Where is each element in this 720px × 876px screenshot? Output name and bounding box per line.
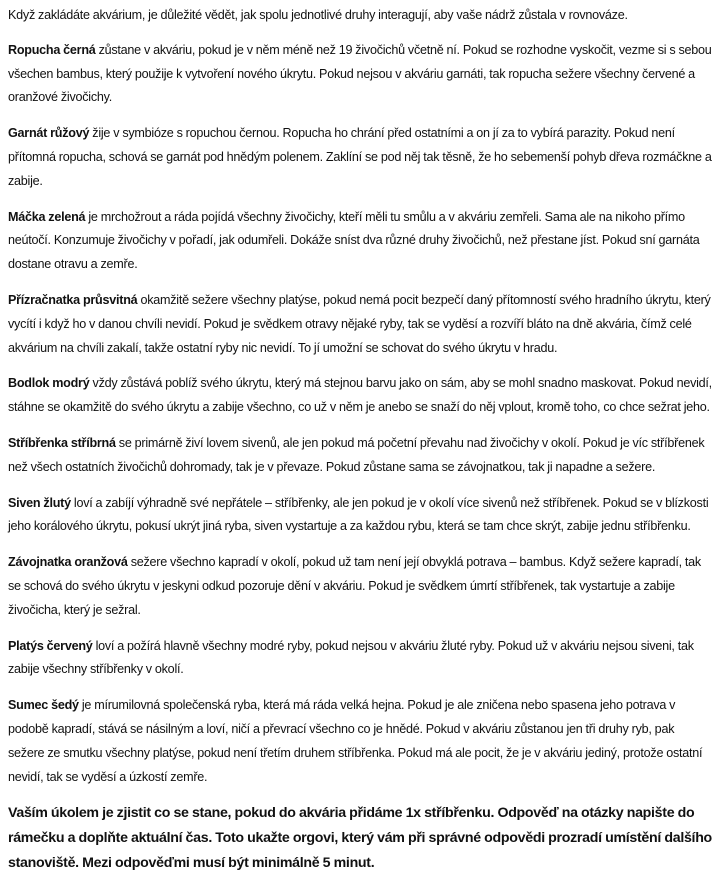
- species-paragraph-prizracnatka: [8, 289, 712, 360]
- species-name: Siven žlutý: [8, 495, 71, 510]
- intro-paragraph: Když zakládáte akvárium, je důležité vědět, jak spolu jednotlivé druhy interagují, aby vaše nádrž zůstala v rovnováze.: [8, 8, 628, 22]
- species-paragraph-macka: [8, 206, 712, 277]
- species-paragraph-garnat: [8, 122, 712, 193]
- species-description: vždy zůstává poblíž svého úkrytu, který má stejnou barvu jako on sám, aby se mohl snadno maskovat. Pokud nevidí, stáhne se okamžitě do svého úkrytu a zabije všechno, co už v něm je anebo se snaží do něj vplout, kromě toho, co chce sežrat jeho.: [8, 376, 712, 415]
- species-paragraph-siven: [8, 492, 712, 540]
- species-paragraph-stribrenka: [8, 432, 712, 480]
- species-name: Stříbřenka stříbrná: [8, 435, 116, 450]
- species-description: loví a zabíjí výhradně své nepřátele – stříbřenky, ale jen pokud je v okolí více sivenů než stříbřenek. Pokud se v blízkosti jeho korálového úkrytu, pokusí ukrýt jiná ryba, siven vystartuje a za každou rybu, která se tam chce skrýt, zabije jednu stříbřenku.: [8, 495, 709, 534]
- species-description: zůstane v akváriu, pokud je v něm méně než 19 živočichů včetně ní. Pokud se rozhodne vyskočit, vezme si s sebou všechen bambus, který použije k vytvoření nového úkrytu. Pokud nejsou v akváriu garnáti, tak ropucha sežere všechny červené a oranžové živočichy.: [8, 42, 712, 105]
- species-paragraph-bodlok: [8, 372, 712, 420]
- species-paragraph-zavojnatka: [8, 551, 712, 622]
- task-instructions: Vaším úkolem je zjistit co se stane, pokud do akvária přidáme 1x stříbřenku. Odpověď na otázky napište do rámečku a doplňte aktuální čas. Toto ukažte orgovi, který vám při správné odpovědi prozradí umístění dalšího stanoviště. Mezi odpověďmi musí být minimálně 5 minut.: [8, 805, 712, 872]
- species-description: se primárně živí lovem sivenů, ale jen pokud má početní převahu nad živočichy v okolí. Pokud je víc stříbřenek než všech ostatních živočichů dohromady, tak je v převaze. Pokud zůstane sama se závojnatkou, tak ji napadne a sežere.: [8, 435, 705, 474]
- species-name: Garnát růžový: [8, 126, 90, 141]
- species-name: Bodlok modrý: [8, 376, 90, 391]
- species-paragraph-ropucha: [8, 39, 712, 110]
- species-description: sežere všechno kapradí v okolí, pokud už tam není její obvyklá potrava – bambus. Když sežere kapradí, tak se schová do svého úkrytu v jeskyni odkud pozoruje dění v akváriu. Pokud je svědkem úmrtí stříbřenek, tak vystartuje a zabije živočicha, který je sežral.: [8, 555, 701, 617]
- species-name: Závojnatka oranžová: [8, 555, 128, 570]
- species-name: Ropucha černá: [8, 42, 96, 57]
- species-description: okamžitě sežere všechny platýse, pokud nemá pocit bezpečí daný přítomností svého hradního úkrytu, který vycítí i když ho v danou chvíli nevidí. Pokud je svědkem otravy nějaké ryby, tak se vyděsí a rozvíří bláto na dně akvária, čímž celé akvárium na chvíli zakalí, takže ostatní ryby nic nevidí. To jí umožní se schovat do svého úkrytu v hradu.: [8, 292, 711, 355]
- species-name: Přízračnatka průsvitná: [8, 292, 138, 307]
- species-paragraph-sumec: [8, 694, 712, 789]
- species-description: žije v symbióze s ropuchou černou. Ropucha ho chrání před ostatními a on jí za to vybírá parazity. Pokud není přítomná ropucha, schová se garnát pod hnědým polenem. Zaklíní se pod něj tak těsně, že ho sebemenší pohyb dřeva rozmáčkne a zabije.: [8, 126, 712, 188]
- species-description: je mírumilovná společenská ryba, která má ráda velká hejna. Pokud je ale zničena nebo spasena jeho potrava v podobě kapradí, stává se násilným a loví, ničí a převrací všechno co je hnědé. Pokud v akváriu zůstanou jen tři druhy ryb, pak sežere ze smutku všechny platýse, pokud není třetím druhem stříbřenka. Pokud má ale pocit, že je v akváriu jediný, protože ostatní nevidí, tak se vyděsí a úzkostí zemře.: [8, 698, 703, 784]
- species-name: Sumec šedý: [8, 698, 79, 713]
- species-description: je mrchožrout a ráda pojídá všechny živočichy, kteří měli tu smůlu a v akváriu zemřeli. Sama ale na nikoho přímo neútočí. Konzumuje živočichy v pořadí, jak odumřeli. Dokáže sníst dva různé druhy živočichů, než přestane jíst. Pokud sní garnáta dostane otravu a zemře.: [8, 209, 700, 272]
- species-name: Platýs červený: [8, 638, 93, 653]
- species-name: Máčka zelená: [8, 209, 86, 224]
- species-paragraph-platys: [8, 635, 712, 683]
- species-description: loví a požírá hlavně všechny modré ryby, pokud nejsou v akváriu žluté ryby. Pokud už v akváriu nejsou siveni, tak zabije všechny stříbřenky v okolí.: [8, 638, 694, 677]
